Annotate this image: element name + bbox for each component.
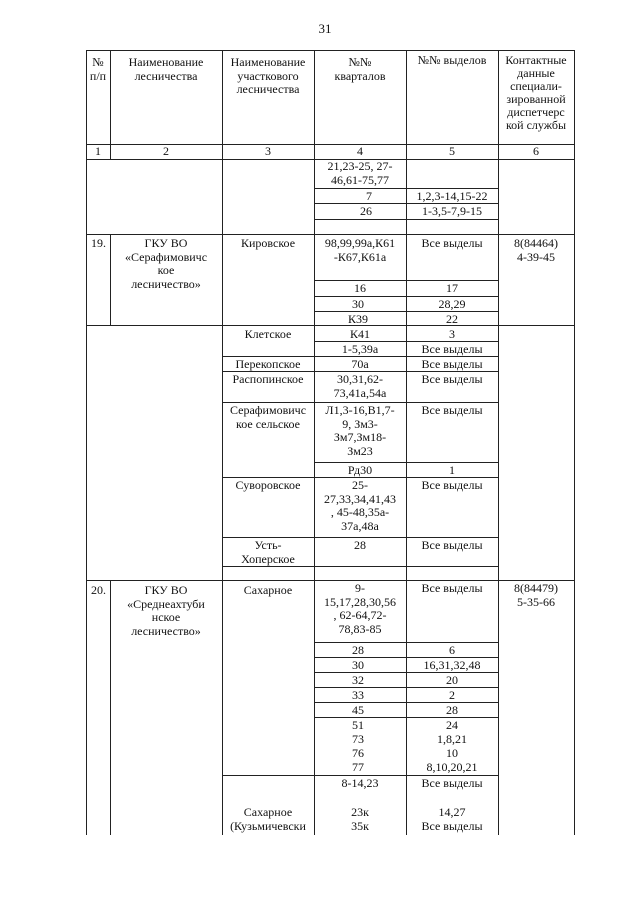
quarter-cell: Л1,3-16,В1,7- 9, Зм3- Зм7,Зм18- Зм23 — [325, 403, 395, 458]
col-border-6 — [498, 50, 499, 835]
quarter-cell: 21,23-25, 27- 46,61-75,77 — [327, 159, 393, 187]
section-cell: Все выделы — [421, 478, 483, 492]
row-line — [222, 566, 498, 567]
col-border-7 — [574, 50, 575, 835]
section-cell: 17 — [446, 281, 458, 295]
block-separator — [86, 234, 574, 235]
page-number: 31 — [318, 21, 332, 36]
quarter-cell: 98,99,99а,К61 -К67,К61а — [324, 236, 396, 264]
section-cell: Все выделы — [421, 342, 483, 356]
section-cell: 28 — [446, 703, 458, 717]
section-cell: 22 — [446, 312, 458, 326]
col-border-2 — [110, 580, 111, 835]
quarter-cell: 8-14,23 — [341, 776, 379, 790]
header-bottom-border — [86, 144, 574, 145]
section-cell: 20 — [446, 673, 458, 687]
section-cell: 14,27 — [438, 805, 466, 819]
header-contacts: Контактные данные специали- зированной диспетчерс кой службы — [505, 53, 567, 132]
contact-cell: 8(84464) 4-39-45 — [514, 236, 558, 264]
header-quarters: №№ кварталов — [334, 55, 386, 83]
row-number: 20. — [91, 583, 106, 597]
district-name: Распопинское — [232, 372, 304, 386]
header-forestry: Наименование лесничества — [128, 55, 204, 83]
quarter-cell: 73 — [352, 732, 364, 746]
table-top-border — [86, 50, 574, 51]
colnum-6: 6 — [533, 144, 539, 158]
row-number: 19. — [91, 236, 106, 250]
section-cell: 8,10,20,21 — [426, 760, 478, 774]
district-name: Кировское — [240, 236, 296, 250]
colnum-1: 1 — [95, 144, 101, 158]
colnum-2: 2 — [163, 144, 169, 158]
colnum-3: 3 — [265, 144, 271, 158]
quarter-cell: Рд30 — [347, 463, 373, 477]
quarter-cell: 30 — [352, 658, 364, 672]
col-border-5 — [406, 50, 407, 835]
colnum-4: 4 — [357, 144, 363, 158]
section-cell: Все выделы — [421, 357, 483, 371]
colnum-5: 5 — [449, 144, 455, 158]
quarter-cell: 28 — [354, 538, 366, 552]
header-num: № п/п — [89, 55, 107, 83]
quarter-cell: 35к — [351, 819, 369, 833]
section-cell: 1,2,3-14,15-22 — [416, 189, 488, 203]
district-name: Клетское — [244, 327, 292, 341]
header-district: Наименование участкового лесничества — [230, 55, 306, 96]
quarter-cell: 7 — [366, 189, 372, 203]
quarter-cell: 25- 27,33,34,41,43 , 45-48,35а- 37а,48а — [324, 478, 396, 533]
section-cell: 10 — [446, 746, 458, 760]
contact-cell: 8(84479) 5-35-66 — [514, 581, 558, 609]
block-separator — [86, 580, 574, 581]
col-border-2 — [110, 234, 111, 325]
header-sections: №№ выделов — [417, 53, 487, 67]
section-cell: Все выделы — [421, 819, 483, 833]
quarter-cell: 76 — [352, 746, 364, 760]
quarter-cell: К41 — [349, 327, 371, 341]
section-cell: 3 — [449, 327, 455, 341]
district-name: Перекопское — [235, 357, 301, 371]
forestry-name: ГКУ ВО «Среднеахтуби нское лесничество» — [127, 583, 205, 638]
district-name: Сахарное (Кузьмичевски — [230, 805, 306, 833]
section-cell: 2 — [449, 688, 455, 702]
section-cell: Все выделы — [421, 581, 483, 595]
col-border-2 — [110, 50, 111, 160]
col-border-3 — [222, 50, 223, 835]
section-cell: Все выделы — [421, 776, 483, 790]
section-cell: 24 — [446, 718, 458, 732]
quarter-cell: 51 — [352, 718, 364, 732]
quarter-cell: 1-5,39а — [341, 342, 379, 356]
quarter-cell: 28 — [352, 643, 364, 657]
quarter-cell: 30 — [352, 297, 364, 311]
col-border-4 — [314, 50, 315, 835]
quarter-cell: 33 — [352, 688, 364, 702]
quarter-cell: 9- 15,17,28,30,56 , 62-64,72- 78,83-85 — [324, 581, 396, 636]
quarter-cell: 70а — [351, 357, 369, 371]
forestry-name: ГКУ ВО «Серафимовичс кое лесничество» — [124, 236, 208, 291]
quarter-cell: 30,31,62- 73,41а,54а — [333, 372, 387, 400]
quarter-cell: К39 — [348, 312, 369, 326]
section-cell: Все выделы — [421, 538, 483, 552]
section-cell: 1 — [449, 463, 455, 477]
district-name: Усть- Хоперское — [241, 538, 295, 566]
block-separator — [86, 325, 574, 326]
section-cell: 1-3,5-7,9-15 — [422, 204, 482, 218]
section-cell: 16,31,32,48 — [423, 658, 481, 672]
district-name: Серафимовичс кое сельское — [229, 403, 307, 431]
quarter-cell: 26 — [360, 204, 372, 218]
col-border-1 — [86, 50, 87, 835]
section-cell: Все выделы — [421, 236, 483, 250]
section-cell: 28,29 — [438, 297, 466, 311]
section-cell: 1,8,21 — [437, 732, 467, 746]
quarter-cell: 16 — [354, 281, 366, 295]
section-cell: 6 — [449, 643, 455, 657]
section-cell: Все выделы — [421, 403, 483, 417]
quarter-cell: 45 — [352, 703, 364, 717]
quarter-cell: 77 — [352, 760, 364, 774]
district-name: Сахарное — [243, 583, 293, 597]
quarter-cell: 23к — [351, 805, 369, 819]
district-name: Суворовское — [235, 478, 301, 492]
section-cell: Все выделы — [421, 372, 483, 386]
quarter-cell: 32 — [352, 673, 364, 687]
